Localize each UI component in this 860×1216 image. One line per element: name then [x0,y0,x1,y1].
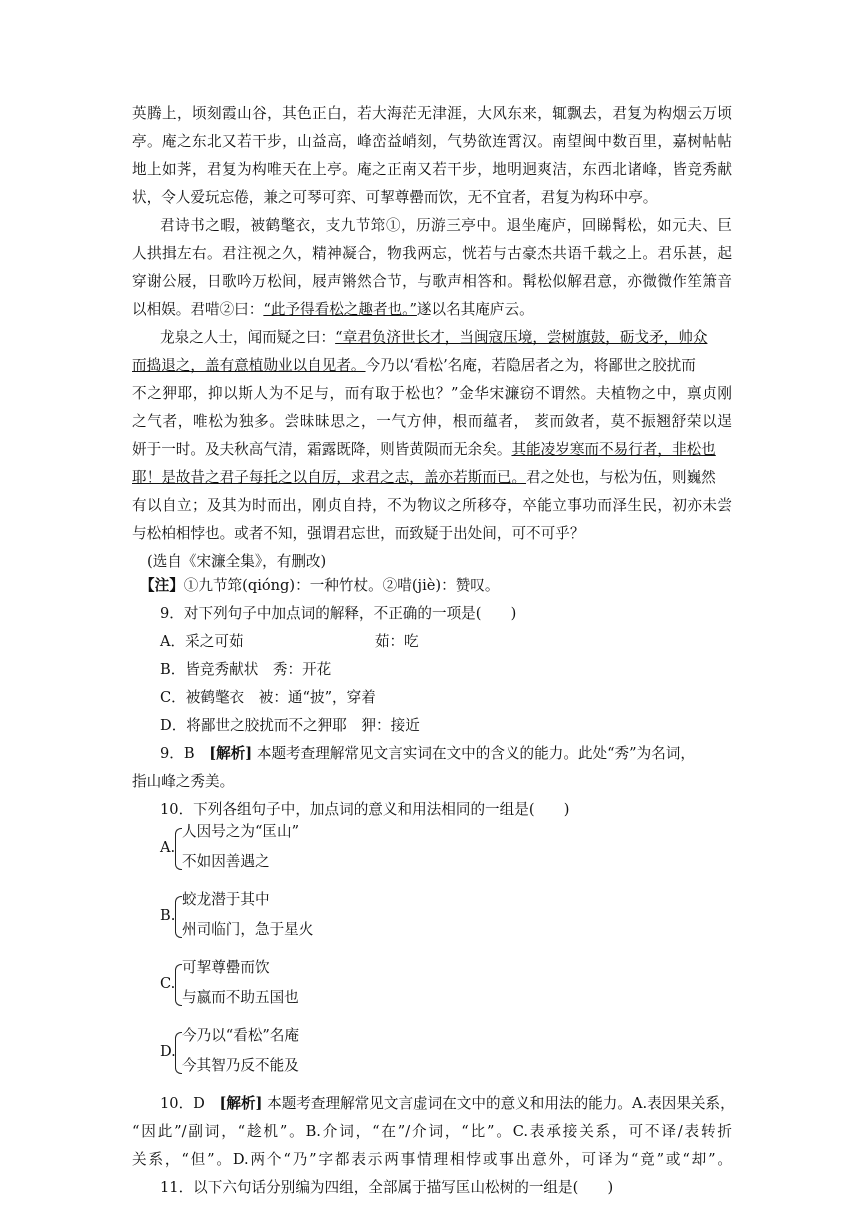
question-9-option-c: C．被鹤氅衣 被：通“披”，穿着 [160,689,376,706]
answer-10-cont: 关系，“但”。D.两个“乃”字都表示两事情理相悖或事出意外，可译为“竟”或“却”。 [132,1151,732,1168]
question-10-option-c-line1: 可挈尊罍而饮 [182,959,270,976]
passage-line: 有以自立；及其为时而出，刚贞自持，不为物议之所移夺，卒能立事功而泽生民，初亦未尝 [132,497,732,514]
question-10-option-d-line1: 今乃以“看松”名庵 [182,1027,300,1044]
passage-line: 英腾上，顷刻霞山谷，其色正白，若大海茫无津涯，大风东来，辄飘去，君复为构烟云万顷 [132,105,732,122]
answer-10-cont: “因此”/副词，“趁机”。B.介词，“在”/介词，“比”。C.表承接关系，可不译/表转折 [132,1123,732,1140]
underlined-sentence: “章君负济世长才，当闽寇压境，尝树旗鼓，砺戈矛，帅众 [335,329,708,346]
source-citation: (选自《宋濂全集》，有删改) [147,553,327,570]
passage-line: 人拱揖左右。君注视之久，精神凝合，物我两忘，恍若与古豪杰共语千载之上。君乐甚，起 [132,245,732,262]
question-10-option-b-line1: 蛟龙潜于其中 [182,891,270,908]
passage-line [132,300,732,320]
answer-key: 10．D [160,1095,220,1112]
analysis-label: [解析] [219,1095,263,1112]
passage-line: 与松柏相悖也。或者不知，强谓君忘世，而致疑于出处间，可不可乎？ [132,525,585,542]
text-run: 今乃以‘看松’名庵，若隐居者之为，将鄙世之胶扰而 [365,357,696,374]
passage-line: 状，令人爱玩忘倦，兼之可琴可弈、可挈尊罍而饮，无不宜者，君复为构环中亭。 [132,189,658,206]
text-run: 遂以名其庵庐云。 [416,301,534,318]
footnote [140,576,740,596]
passage-line [160,328,760,348]
answer-9 [160,744,732,764]
question-11: 11．以下六句话分别编为四组，全部属于描写匡山松树的一组是( ) [160,1179,614,1196]
passage-line: 之气者，唯松为独多。尝昧昧思之，一气方伸，根而蕴者， 荄而敛者，莫不振翘舒荣以逞 [132,413,732,430]
underlined-sentence: 耶！是故昔之君子每托之以自厉，求君之志，盖亦若斯而已。 [132,469,527,486]
question-10-option-a-letter: A. [160,839,176,856]
question-9: 9．对下列句子中加点词的解释，不正确的一项是( ) [160,605,517,622]
question-10-option-d-letter: D. [160,1043,176,1060]
passage-line [132,440,732,460]
brace-icon [175,964,182,1006]
answer-9-cont: 指山峰之秀美。 [132,773,235,790]
question-9-option-a: A．采之可茹 茹：吃 [160,633,419,650]
passage-line [132,356,732,376]
question-10-option-c-letter: C. [160,975,176,992]
underlined-sentence: 其能凌岁寒而不易行者，非松也 [511,441,716,458]
underlined-sentence: “此予得看松之趣者也。” [263,301,417,318]
answer-10 [160,1094,735,1114]
passage-line: 不之狎耶，抑以斯人为不足与，而有取于松也？”金华宋濂窃不谓然。夫植物之中，禀贞刚 [132,385,732,402]
analysis-text: 本题考查理解常见文言实词在文中的含义的能力。此处“秀”为名词， [256,745,695,762]
passage-line: 地上如荠，君复为构唯天在上亭。庵之正南又若干步，地明迥爽洁，东西北诸峰，皆竞秀献 [132,161,732,178]
question-10-option-a-line2: 不如因善遇之 [182,853,270,870]
note-label: 【注】 [140,577,184,594]
brace-icon [175,1032,182,1074]
question-10-option-b-line2: 州司临门，急于星火 [182,921,314,938]
brace-icon [175,896,182,938]
passage-line: 君诗书之暇，被鹤氅衣，支九节筇①，历游三亭中。退坐庵庐，回睇髯松，如元夫、巨 [160,217,732,234]
question-9-option-b: B．皆竞秀献状 秀：开花 [160,661,332,678]
note-text: ①九节筇(qióng)：一种竹杖。②唶(jiè)：赞叹。 [183,577,500,594]
analysis-text: 本题考查理解常见文言虚词在文中的意义和用法的能力。A.表因果关系， [267,1095,735,1112]
analysis-label: [解析] [209,745,253,762]
text-run: 妍于一时。及夫秋高气清，霜露既降，则皆黄陨而无余矣。 [132,441,512,458]
text-run: 君之处也，与松为伍，则巍然 [526,469,716,486]
question-10-option-d-line2: 今其智乃反不能及 [182,1057,299,1074]
text-run: 龙泉之人士，闻而疑之曰： [160,329,336,346]
question-10: 10．下列各组句子中，加点词的意义和用法相同的一组是( ) [160,801,570,818]
question-10-option-b-letter: B. [160,907,176,924]
underlined-sentence: 而捣退之，盖有意植勋业以自见者。 [132,357,366,374]
passage-line: 亭。庵之东北又若干步，山益高，峰峦益峭刻，气势欲连霄汉。南望闽中数百里，嘉树帖帖 [132,133,732,150]
question-10-option-c-line2: 与嬴而不助五国也 [182,989,299,1006]
passage-line: 穿谢公屐，日歌吟万松间，屐声锵然合节，与歌声相答和。髯松似解君意，亦微微作笙箫音 [132,273,732,290]
question-10-option-a-line1: 人因号之为“匡山” [182,823,300,840]
question-9-option-d: D．将鄙世之胶扰而不之狎耶 狎：接近 [160,717,420,734]
answer-key: 9．B [160,745,210,762]
passage-line [132,468,732,488]
text-run: 以相娱。君唶②曰： [132,301,264,318]
brace-icon [175,828,182,870]
